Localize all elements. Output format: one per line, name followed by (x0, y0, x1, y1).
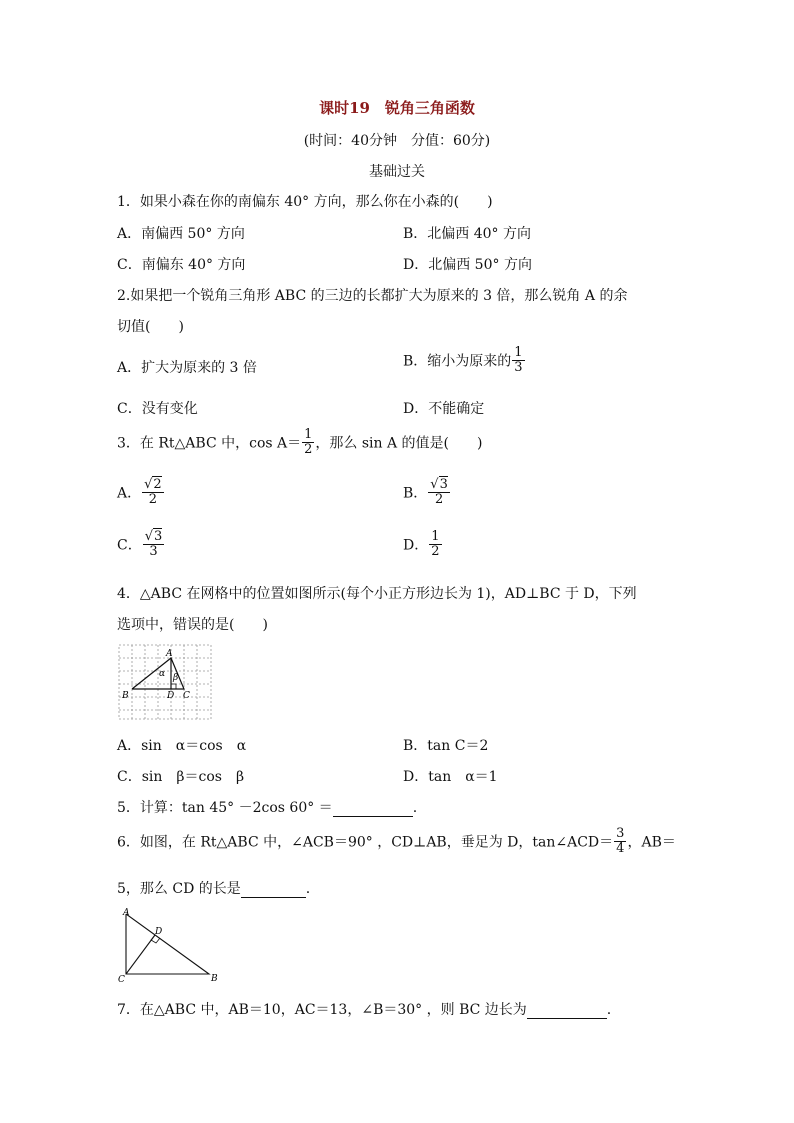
time-score-info: (时间：40分钟 分值：60分) (303, 133, 491, 149)
question-6-line1: 6．如图，在 Rt△ABC 中，∠ACB＝90° ，CD⊥AB，垂足为 D，tan∠ACD＝ $\frac{3}{4}$ ，AB＝ (117, 826, 676, 856)
question-2-option-c: C．没有变化 (117, 401, 198, 417)
fraction: $\frac{√3}{2}$ (430, 477, 448, 507)
question-2-option-b: B．缩小为原来的 $\frac{1}{3}$ (403, 345, 523, 375)
label-beta: β (173, 673, 179, 683)
question-4-option-c: C．sin β＝cos β (117, 769, 245, 785)
question-3-option-a: A． $\frac{√2}{2}$ (117, 477, 162, 507)
question-7: 7．在△ABC 中，AB＝10，AC＝13，∠B＝30° ，则 BC 边长为 . (117, 1002, 612, 1018)
fraction: $\frac{3}{4}$ (616, 826, 625, 856)
page-title: 课时19 锐角三角函数 (319, 99, 475, 117)
label-b: B (122, 691, 129, 701)
answer-blank (527, 1004, 607, 1019)
section-heading: 基础过关 (369, 164, 425, 180)
question-4-option-a: A．sin α＝cos α (117, 738, 247, 754)
question-6-line2: 5，那么 CD 的长是 . (117, 881, 311, 897)
question-4-stem-line1: 4．△ABC 在网格中的位置如图所示(每个小正方形边长为 1)，AD⊥BC 于 D，下列 (117, 586, 637, 602)
question-1-stem: 1．如果小森在你的南偏东 40° 方向，那么你在小森的( ) (117, 194, 493, 210)
label-a: A (166, 649, 173, 659)
answer-blank (241, 883, 306, 898)
fraction: $\frac{√3}{3}$ (144, 529, 163, 559)
question-2-option-a: A．扩大为原来的 3 倍 (117, 360, 257, 376)
question-4-grid-figure (117, 643, 215, 723)
question-3-option-b: B． $\frac{√3}{2}$ (403, 477, 448, 507)
question-2-option-d: D．不能确定 (403, 401, 485, 417)
fraction: $\frac{1}{2}$ (431, 529, 440, 559)
label-alpha: α (159, 669, 166, 679)
question-4-option-d: D．tan α＝1 (403, 769, 498, 785)
answer-blank (333, 802, 413, 817)
label-b: B (211, 974, 218, 984)
fraction: $\frac{√2}{2}$ (144, 477, 162, 507)
label-c: C (183, 691, 190, 701)
question-3-option-c: C． $\frac{√3}{3}$ (117, 529, 163, 559)
label-c: C (118, 975, 125, 984)
question-1-option-d: D．北偏西 50° 方向 (403, 257, 532, 273)
question-5: 5．计算：tan 45° －2cos 60° ＝ . (117, 800, 418, 816)
question-4-stem-line2: 选项中，错误的是( ) (117, 617, 268, 633)
fraction: $\frac{1}{3}$ (514, 345, 523, 375)
question-2-stem-line2: 切值( ) (117, 319, 184, 335)
question-4-option-b: B．tan C＝2 (403, 738, 489, 754)
question-3-stem: 3．在 Rt△ABC 中，cos A＝ $\frac{1}{2}$ ，那么 sin A 的值是( ) (117, 427, 483, 457)
fraction: $\frac{1}{2}$ (304, 427, 313, 457)
question-2-stem-line1: 2.如果把一个锐角三角形 ABC 的三边的长都扩大为原来的 3 倍，那么锐角 A 的余 (117, 288, 628, 304)
question-1-option-c: C．南偏东 40° 方向 (117, 257, 246, 273)
question-6-figure (115, 904, 225, 984)
triangle-abc (126, 914, 209, 974)
question-1-option-a: A．南偏西 50° 方向 (117, 226, 245, 242)
label-a: A (123, 908, 130, 918)
question-1-option-b: B．北偏西 40° 方向 (403, 226, 532, 242)
label-d: D (155, 927, 163, 937)
question-3-option-d: D． $\frac{1}{2}$ (403, 529, 440, 559)
label-d: D (167, 691, 175, 701)
grid (119, 645, 211, 719)
